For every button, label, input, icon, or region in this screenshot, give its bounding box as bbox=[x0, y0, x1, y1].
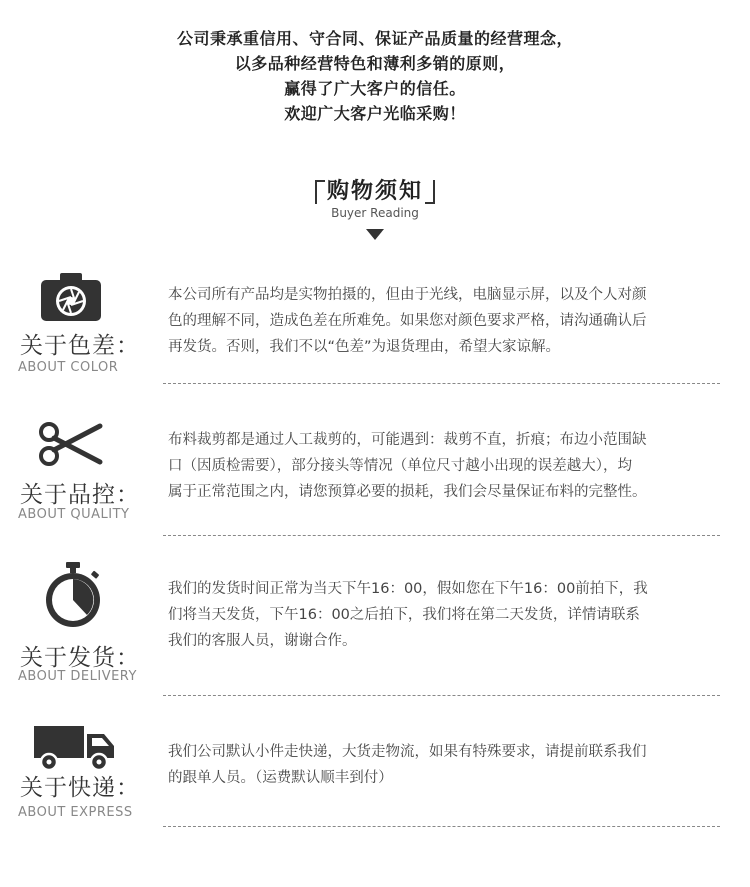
heading-title: 购物须知 bbox=[326, 179, 423, 204]
text-line: 布料裁剪都是通过人工裁剪的，可能遇到：裁剪不直，折痕；布边小范围缺 bbox=[168, 432, 647, 448]
bracket-right bbox=[425, 180, 435, 204]
bracket-left bbox=[315, 180, 325, 204]
section-text bbox=[168, 739, 728, 791]
intro-line: 欢迎广大客户光临采购！ bbox=[284, 104, 466, 123]
text-line: 口（因质检需要），部分接头等情况（单位尺寸越小出现的误差越大），均 bbox=[168, 458, 632, 474]
text-line: 再发货。否则，我们不以“色差”为退货理由，希望大家谅解。 bbox=[168, 339, 561, 355]
section-text bbox=[168, 576, 728, 654]
text-line: 的跟单人员。（运费默认顺丰到付） bbox=[168, 770, 393, 786]
section-title: 关于快递： bbox=[20, 775, 140, 801]
heading-subtitle: Buyer Reading bbox=[331, 206, 419, 220]
text-line: 我们的发货时间正常为当天下午16：00，假如您在下午16：00前拍下，我 bbox=[168, 581, 648, 597]
section-title: 关于发货： bbox=[20, 645, 140, 671]
scissors-icon bbox=[38, 420, 104, 468]
text-line: 我们公司默认小件走快递，大货走物流，如果有特殊要求，请提前联系我们 bbox=[168, 744, 647, 760]
section-text bbox=[168, 427, 728, 505]
section-subtitle: ABOUT DELIVERY bbox=[18, 669, 137, 684]
section-title: 关于品控： bbox=[20, 482, 140, 508]
text-line: 我们的客服人员，谢谢合作。 bbox=[168, 633, 357, 649]
dashed-divider bbox=[163, 695, 720, 696]
section-subtitle: ABOUT COLOR bbox=[18, 360, 119, 375]
dashed-divider bbox=[163, 383, 720, 384]
text-line: 色的理解不同，造成色差在所难免。如果您对颜色要求严格，请沟通确认后 bbox=[168, 313, 647, 329]
intro-line: 赢得了广大客户的信任。 bbox=[284, 79, 466, 98]
buyer-reading-heading bbox=[0, 176, 750, 240]
section-title: 关于色差： bbox=[20, 333, 140, 359]
dashed-divider bbox=[163, 826, 720, 827]
text-line: 属于正常范围之内，请您预算必要的损耗，我们会尽量保证布料的完整性。 bbox=[168, 484, 647, 500]
stopwatch-icon bbox=[42, 562, 104, 628]
camera-icon bbox=[40, 272, 102, 322]
text-line: 们将当天发货，下午16：00之后拍下，我们将在第二天发货，详情请联系 bbox=[168, 607, 640, 623]
intro-text bbox=[0, 26, 750, 126]
down-arrow-icon bbox=[366, 229, 384, 240]
intro-line: 以多品种经营特色和薄利多销的原则， bbox=[234, 54, 516, 73]
heading-frame bbox=[317, 176, 433, 220]
text-line: 本公司所有产品均是实物拍摄的，但由于光线，电脑显示屏，以及个人对颜 bbox=[168, 287, 647, 303]
dashed-divider bbox=[163, 535, 720, 536]
section-subtitle: ABOUT EXPRESS bbox=[18, 805, 133, 820]
section-text bbox=[168, 282, 728, 360]
intro-line: 公司秉承重信用、守合同、保证产品质量的经营理念， bbox=[176, 29, 573, 48]
truck-icon bbox=[34, 724, 116, 772]
section-subtitle: ABOUT QUALITY bbox=[18, 507, 130, 522]
